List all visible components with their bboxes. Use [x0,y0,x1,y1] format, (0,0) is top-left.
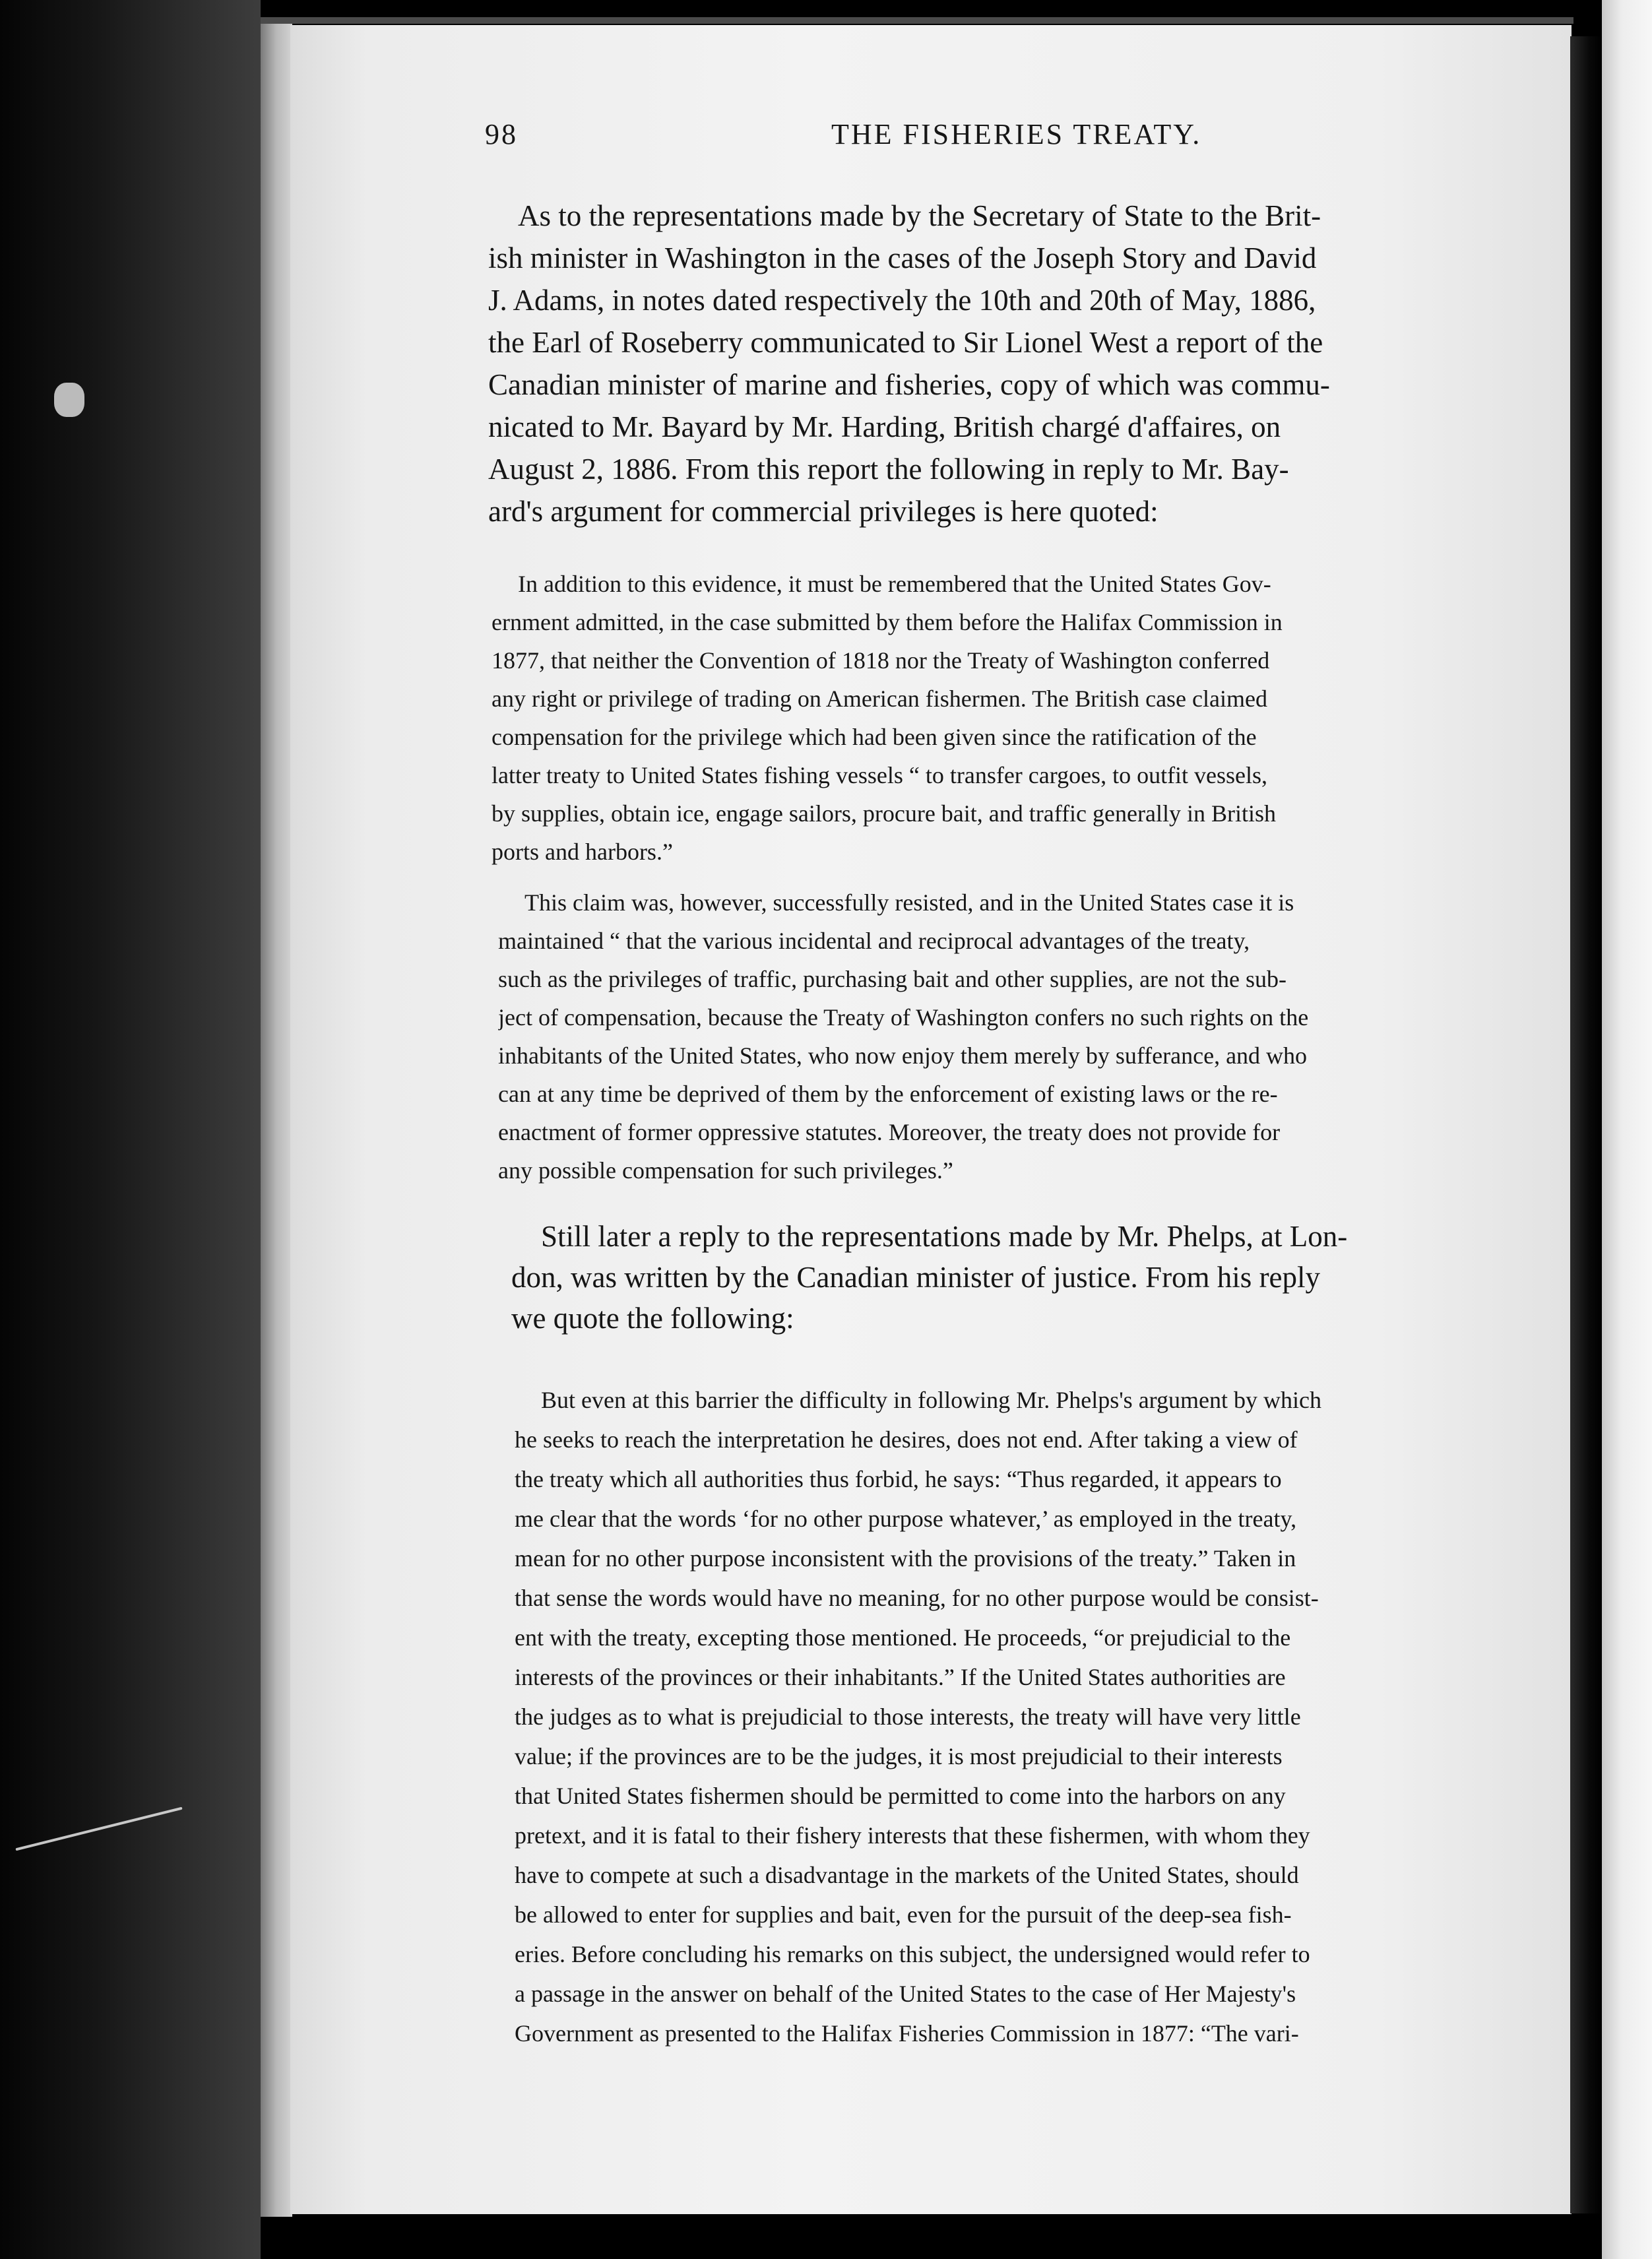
text-line: any possible compensation for such privileges.” [498,1157,953,1184]
text-line: can at any time be deprived of them by the enforcement of existing laws or the re- [498,1081,1278,1107]
text-line: maintained “ that the various incidental and reciprocal advantages of the treaty, [498,928,1250,954]
text-line: interests of the provinces or their inhabitants.” If the United States authorities are [515,1664,1286,1690]
text-line: In addition to this evidence, it must be remembered that the United States Gov- [518,571,1271,597]
text-line: pretext, and it is fatal to their fishery interests that these fishermen, with whom they [515,1822,1310,1849]
text-line: August 2, 1886. From this report the following in reply to Mr. Bay- [488,453,1289,486]
text-line: he seeks to reach the interpretation he desires, does not end. After taking a view of [515,1426,1298,1453]
text-line: the Earl of Roseberry communicated to Sir Lionel West a report of the [488,326,1323,359]
text-line: don, was written by the Canadian minister of justice. From his reply [511,1261,1321,1294]
text-line: J. Adams, in notes dated respectively the 10th and 20th of May, 1886, [488,284,1316,317]
text-line: inhabitants of the United States, who now enjoy them merely by sufferance, and who [498,1042,1308,1069]
text-line: mean for no other purpose inconsistent with the provisions of the treaty.” Taken in [515,1545,1296,1572]
text-line: the treaty which all authorities thus forbid, he says: “Thus regarded, it appears to [515,1466,1282,1492]
text-line: by supplies, obtain ice, engage sailors, procure bait, and traffic generally in British [492,800,1276,827]
book-page [290,25,1572,2214]
scan-smudge [54,383,84,417]
page-number: 98 [485,118,518,150]
book-gutter-shadow [1570,36,1602,2213]
book-top-edge [261,17,1573,24]
scan-dark-margin-left [0,0,261,2259]
text-line: value; if the provinces are to be the judges, it is most prejudicial to their interests [515,1743,1283,1769]
text-line: be allowed to enter for supplies and bait, even for the pursuit of the deep-sea fish- [515,1901,1292,1928]
text-line: nicated to Mr. Bayard by Mr. Harding, British chargé d'affaires, on [488,410,1281,443]
text-line: that United States fishermen should be permitted to come into the harbors on any [515,1783,1286,1809]
text-line: that sense the words would have no meaning, for no other purpose would be consist- [515,1585,1319,1611]
text-line: But even at this barrier the difficulty in following Mr. Phelps's argument by which [541,1387,1321,1413]
text-line: As to the representations made by the Secretary of State to the Brit- [518,199,1321,232]
text-line: This claim was, however, successfully resisted, and in the United States case it is [524,889,1294,916]
running-title: THE FISHERIES TREATY. [831,118,1202,150]
text-line: Government as presented to the Halifax Fisheries Commission in 1877: “The vari- [515,2020,1299,2047]
text-line: me clear that the words ‘for no other purpose whatever,’ as employed in the treaty, [515,1506,1297,1532]
text-line: any right or privilege of trading on American fishermen. The British case claimed [492,685,1267,712]
text-line: ish minister in Washington in the cases of the Joseph Story and David [488,241,1317,274]
text-line: the judges as to what is prejudicial to those interests, the treaty will have very little [515,1703,1301,1730]
text-line: Canadian minister of marine and fisheries, copy of which was commu- [488,368,1330,401]
text-line: ernment admitted, in the case submitted by them before the Halifax Commission in [492,609,1283,635]
text-line: latter treaty to United States fishing vessels “ to transfer cargoes, to outfit vessels, [492,762,1268,788]
text-line: ard's argument for commercial privileges is here quoted: [488,495,1159,528]
facing-page-edge [1602,0,1652,2259]
text-line: ent with the treaty, excepting those mentioned. He proceeds, “or prejudicial to the [515,1624,1291,1651]
book-page-edge [261,20,292,2217]
text-line: we quote the following: [511,1302,794,1335]
text-line: a passage in the answer on behalf of the United States to the case of Her Majesty's [515,1981,1296,2007]
text-line: ject of compensation, because the Treaty of Washington confers no such rights on the [498,1004,1309,1031]
text-line: eries. Before concluding his remarks on this subject, the undersigned would refer to [515,1941,1310,1967]
text-line: ports and harbors.” [492,839,673,865]
text-line: 1877, that neither the Convention of 1818 nor the Treaty of Washington conferred [492,647,1270,674]
text-line: enactment of former oppressive statutes. Moreover, the treaty does not provide for [498,1119,1281,1145]
text-line: Still later a reply to the representations made by Mr. Phelps, at Lon- [541,1220,1348,1253]
text-line: compensation for the privilege which had been given since the ratification of the [492,724,1257,750]
text-line: have to compete at such a disadvantage in the markets of the United States, should [515,1862,1299,1888]
text-line: such as the privileges of traffic, purchasing bait and other supplies, are not the sub- [498,966,1287,992]
